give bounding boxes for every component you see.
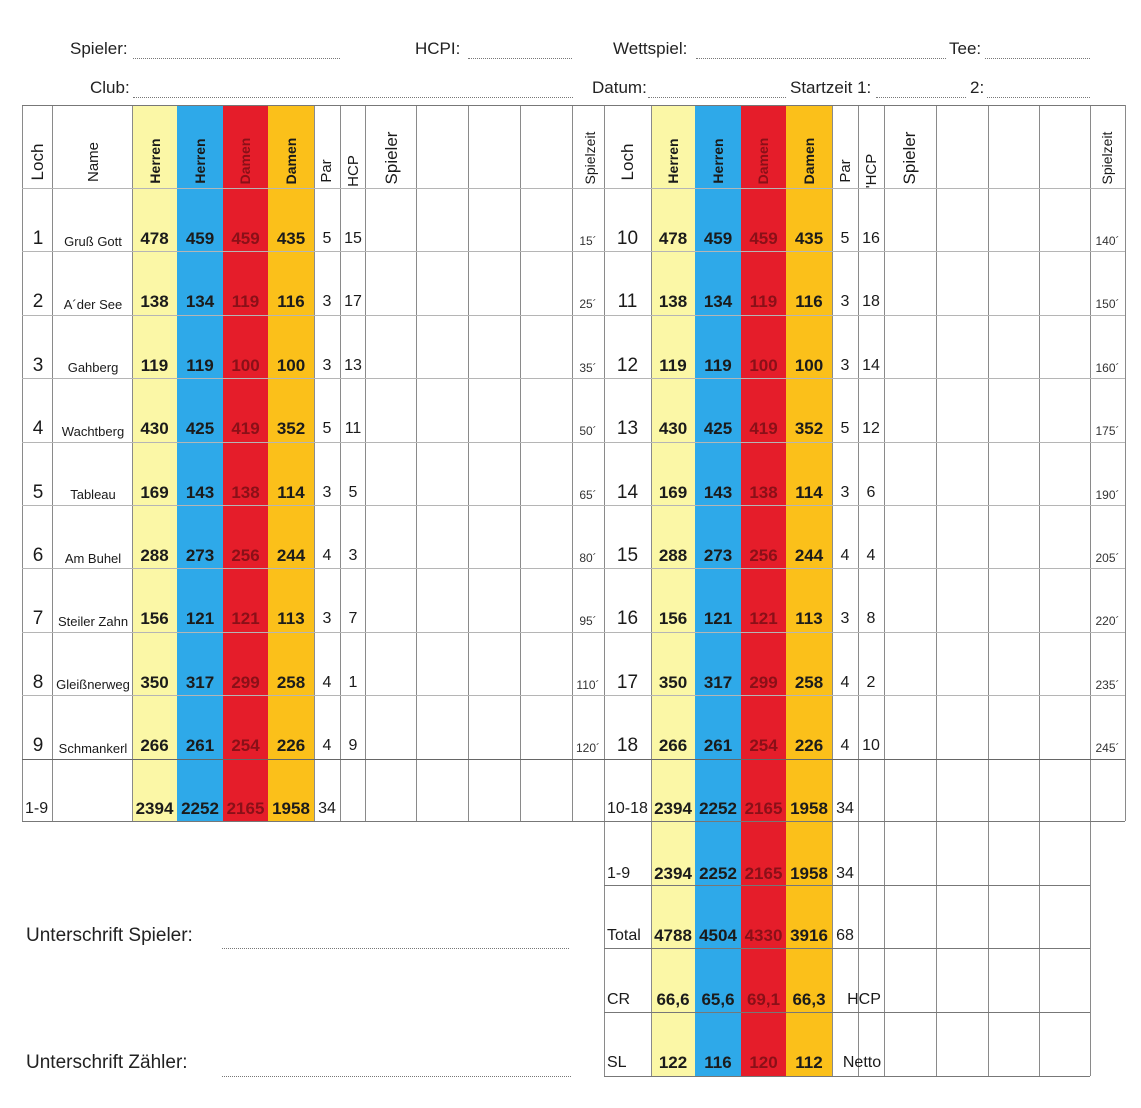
distance-herren-blue: 119 xyxy=(186,355,214,375)
spielzeit-value: 190´ xyxy=(1095,487,1120,502)
hcp-value: 16 xyxy=(862,230,880,247)
hole-number: 13 xyxy=(616,418,639,440)
header-name: Name xyxy=(84,142,102,183)
spielzeit-value: 110´ xyxy=(576,677,600,692)
grand-total-par: 68 xyxy=(836,927,854,944)
hole-number: 10 xyxy=(616,228,639,249)
startzeit1-label: Startzeit 1: xyxy=(790,78,872,97)
distance-herren-blue: 119 xyxy=(704,355,732,375)
hole-number: 1 xyxy=(32,228,44,249)
grid-line xyxy=(572,105,573,821)
distance-herren-blue: 273 xyxy=(703,546,733,565)
datum-label: Datum: xyxy=(592,78,647,97)
grand-total-herren-yellow: 4788 xyxy=(654,926,692,945)
course-rating-damen-orange: 66,3 xyxy=(792,990,826,1009)
grand-total-damen-orange: 3916 xyxy=(790,926,828,945)
header-herren-yellow-back: Herren xyxy=(665,138,681,184)
total-par: 34 xyxy=(318,800,336,817)
wettspiel-label: Wettspiel: xyxy=(613,39,688,58)
distance-damen-orange: 114 xyxy=(795,482,823,502)
distance-herren-yellow: 430 xyxy=(658,419,688,439)
front-damen-red-column xyxy=(223,105,268,821)
hcp-value: 4 xyxy=(866,547,876,564)
distance-herren-yellow: 169 xyxy=(658,482,688,502)
hcp-value: 7 xyxy=(348,610,358,628)
distance-herren-blue: 459 xyxy=(703,229,733,248)
distance-herren-blue: 143 xyxy=(185,482,215,502)
distance-herren-blue: 261 xyxy=(185,736,215,756)
header-loch-back: Loch xyxy=(618,143,637,181)
grid-line xyxy=(468,105,469,821)
spielzeit-value: 120´ xyxy=(575,741,601,756)
total-damen-orange: 1958 xyxy=(272,799,310,818)
hcp-value: 15 xyxy=(344,230,362,247)
spieler-field[interactable] xyxy=(133,58,340,59)
back-total-par: 34 xyxy=(836,800,854,817)
hole-name: Wachtberg xyxy=(61,423,125,439)
distance-damen-red: 299 xyxy=(749,672,778,692)
par-value: 4 xyxy=(840,673,850,691)
hcp-value: 17 xyxy=(344,293,362,311)
hcp-value: 10 xyxy=(862,737,880,755)
signature-zaehler-field[interactable] xyxy=(222,1076,571,1077)
spielzeit-value: 80´ xyxy=(579,551,597,565)
hole-number: 2 xyxy=(32,291,44,313)
distance-herren-blue: 261 xyxy=(703,736,733,756)
course-rating-herren-blue: 65,6 xyxy=(701,990,735,1009)
spielzeit-value: 25´ xyxy=(579,297,597,312)
spielzeit-value: 15´ xyxy=(579,234,597,248)
back-total: 10-18 xyxy=(607,800,648,817)
grid-line xyxy=(314,105,315,821)
distance-herren-blue: 273 xyxy=(185,546,215,565)
hole-number: 8 xyxy=(32,671,44,693)
grid-line xyxy=(416,105,417,821)
distance-herren-yellow: 119 xyxy=(140,355,169,375)
spielzeit-value: 220´ xyxy=(1095,614,1120,629)
distance-damen-orange: 244 xyxy=(794,546,824,565)
par-value: 3 xyxy=(840,610,850,628)
spielzeit-value: 160´ xyxy=(1095,360,1120,375)
hcpi-field[interactable] xyxy=(468,58,572,59)
total-herren-blue: 2252 xyxy=(181,799,219,818)
distance-damen-red: 254 xyxy=(749,736,778,756)
distance-herren-yellow: 266 xyxy=(658,736,688,756)
distance-damen-red: 254 xyxy=(231,736,260,756)
spielzeit-value: 205´ xyxy=(1095,551,1120,565)
header-spielzeit-back: Spielzeit xyxy=(1099,131,1115,185)
front-repeat-damen-orange: 1958 xyxy=(790,864,828,883)
hole-number: 14 xyxy=(616,481,639,503)
distance-damen-orange: 352 xyxy=(276,419,306,439)
header-loch: Loch xyxy=(28,143,47,181)
slope-herren-yellow: 122 xyxy=(658,1053,688,1072)
spielzeit-value: 95´ xyxy=(579,614,597,629)
hole-number: 9 xyxy=(32,735,44,757)
spielzeit-value: 65´ xyxy=(579,487,597,502)
hcp-value: 8 xyxy=(866,610,876,628)
par-value: 3 xyxy=(322,610,332,628)
hcp-value: 6 xyxy=(866,483,876,501)
par-value: 4 xyxy=(322,737,332,755)
spielzeit-value: 50´ xyxy=(579,424,597,439)
back-total-herren-blue: 2252 xyxy=(699,799,737,818)
distance-herren-yellow: 430 xyxy=(140,419,169,439)
header-spieler-back: Spieler xyxy=(900,131,919,185)
distance-damen-orange: 258 xyxy=(276,672,306,692)
distance-herren-blue: 317 xyxy=(703,672,733,692)
club-label: Club: xyxy=(90,78,130,97)
hole-number: 16 xyxy=(616,608,639,630)
distance-herren-yellow: 119 xyxy=(659,355,687,375)
hole-number: 4 xyxy=(32,418,44,440)
hcp-value: 14 xyxy=(862,356,880,374)
total-damen-red: 2165 xyxy=(226,799,265,818)
distance-herren-blue: 134 xyxy=(703,292,733,312)
hcp-value: 12 xyxy=(862,420,880,438)
distance-damen-red: 459 xyxy=(231,229,260,248)
distance-damen-orange: 352 xyxy=(794,419,824,439)
table-top-border xyxy=(22,105,1125,106)
startzeit2-label: 2: xyxy=(970,78,985,97)
hcp-value: 18 xyxy=(862,293,880,311)
hole-name: Am Buhel xyxy=(64,550,122,566)
hcp-value: 11 xyxy=(344,420,362,438)
distance-damen-red: 256 xyxy=(749,546,778,565)
hcp-value: 3 xyxy=(348,547,358,564)
distance-damen-red: 138 xyxy=(231,482,260,502)
header-hcp: HCP xyxy=(344,155,362,187)
back-total-damen-red: 2165 xyxy=(744,799,783,818)
spielzeit-value: 235´ xyxy=(1095,677,1120,692)
distance-damen-red: 256 xyxy=(231,546,260,565)
back-total-herren-yellow: 2394 xyxy=(654,799,692,818)
sl-netto-label: Netto xyxy=(842,1054,882,1071)
hole-name: Tableau xyxy=(70,487,116,503)
header-damen-orange-back: Damen xyxy=(801,137,817,185)
hcp-value: 13 xyxy=(344,356,362,374)
par-value: 4 xyxy=(840,547,850,564)
distance-damen-orange: 113 xyxy=(795,609,823,629)
hole-number: 5 xyxy=(32,481,44,503)
hole-number: 7 xyxy=(32,608,44,630)
wettspiel-field[interactable] xyxy=(696,58,946,59)
distance-herren-yellow: 350 xyxy=(658,672,688,692)
signature-spieler-label: Unterschrift Spieler: xyxy=(26,925,193,946)
header-herren-blue: Herren xyxy=(192,138,208,184)
hcp-value: 2 xyxy=(866,673,876,691)
hcp-value: 9 xyxy=(348,737,358,755)
hole-number: 11 xyxy=(617,291,638,313)
front-damen-orange-column xyxy=(268,105,314,821)
distance-herren-yellow: 138 xyxy=(140,292,169,312)
hole-name: Steiler Zahn xyxy=(57,613,129,629)
distance-herren-blue: 459 xyxy=(185,229,215,248)
distance-damen-orange: 116 xyxy=(795,292,823,312)
header-spieler: Spieler xyxy=(382,131,401,185)
distance-herren-yellow: 350 xyxy=(140,672,169,692)
grid-line xyxy=(52,105,53,821)
tee-label: Tee: xyxy=(949,39,982,58)
par-value: 3 xyxy=(840,356,850,374)
hcp-value: 5 xyxy=(348,483,358,501)
distance-herren-yellow: 288 xyxy=(140,546,169,565)
header-hcp-back: 'HCP xyxy=(862,153,880,189)
spieler-label: Spieler: xyxy=(70,39,128,58)
hole-number: 6 xyxy=(32,545,44,566)
distance-herren-blue: 121 xyxy=(185,609,215,629)
distance-herren-yellow: 478 xyxy=(140,229,169,248)
grid-line xyxy=(365,105,366,821)
hole-name: Gahberg xyxy=(67,360,119,376)
distance-damen-orange: 100 xyxy=(276,355,306,375)
par-value: 3 xyxy=(322,293,332,311)
slope-herren-blue: 116 xyxy=(704,1053,732,1072)
distance-herren-yellow: 138 xyxy=(658,292,688,312)
distance-herren-blue: 134 xyxy=(185,292,215,312)
distance-damen-orange: 116 xyxy=(277,292,305,312)
distance-damen-orange: 435 xyxy=(276,229,306,248)
header-par: Par xyxy=(317,159,335,183)
slope-damen-orange: 112 xyxy=(795,1053,823,1072)
grand-total: Total xyxy=(607,927,641,944)
grand-total-damen-red: 4330 xyxy=(744,926,783,945)
spielzeit-value: 140´ xyxy=(1095,234,1120,248)
front-herren-blue-column xyxy=(177,105,223,821)
front-repeat-herren-blue: 2252 xyxy=(699,864,737,883)
par-value: 3 xyxy=(322,483,332,501)
distance-damen-orange: 244 xyxy=(276,546,306,565)
front-total-label: 1-9 xyxy=(25,800,49,817)
header-spielzeit: Spielzeit xyxy=(582,131,598,185)
par-value: 3 xyxy=(840,293,850,311)
distance-herren-blue: 143 xyxy=(703,482,733,502)
par-value: 4 xyxy=(322,547,332,564)
par-value: 5 xyxy=(840,420,850,438)
distance-damen-red: 100 xyxy=(749,355,778,375)
spielzeit-value: 150´ xyxy=(1095,297,1120,312)
grid-line xyxy=(22,105,23,821)
distance-herren-blue: 425 xyxy=(185,419,215,439)
hole-number: 12 xyxy=(616,354,639,376)
front-repeat-par: 34 xyxy=(836,865,854,882)
par-value: 5 xyxy=(322,420,332,438)
front-repeat-damen-red: 2165 xyxy=(744,864,783,883)
header-damen-orange: Damen xyxy=(283,137,299,185)
hole-name: Gruß Gott xyxy=(64,233,122,249)
distance-damen-orange: 114 xyxy=(277,482,305,502)
distance-damen-red: 419 xyxy=(231,419,260,439)
course-rating-damen-red: 69,1 xyxy=(746,990,781,1009)
distance-damen-orange: 435 xyxy=(794,229,824,248)
par-value: 4 xyxy=(322,673,332,691)
distance-damen-orange: 113 xyxy=(277,609,305,629)
par-value: 5 xyxy=(840,230,850,247)
startzeit2-field[interactable] xyxy=(987,97,1090,98)
distance-damen-orange: 100 xyxy=(794,355,824,375)
back-total-damen-orange: 1958 xyxy=(790,799,828,818)
distance-damen-red: 121 xyxy=(749,609,778,629)
distance-damen-red: 121 xyxy=(231,609,260,629)
hole-name: Schmankerl xyxy=(58,740,128,756)
spielzeit-value: 245´ xyxy=(1095,741,1120,756)
distance-damen-red: 459 xyxy=(749,229,778,248)
distance-damen-orange: 226 xyxy=(794,736,824,756)
hole-name: A´der See xyxy=(63,296,123,312)
hole-name: Gleißnerweg xyxy=(56,677,130,693)
distance-herren-yellow: 156 xyxy=(140,609,169,629)
distance-damen-red: 419 xyxy=(749,419,778,439)
hole-number: 17 xyxy=(616,671,639,693)
distance-damen-orange: 258 xyxy=(794,672,824,692)
datum-field[interactable] xyxy=(648,97,786,98)
startzeit1-field[interactable] xyxy=(876,97,966,98)
distance-herren-yellow: 478 xyxy=(658,229,688,248)
total-herren-yellow: 2394 xyxy=(135,799,174,818)
par-value: 3 xyxy=(840,483,850,501)
header-herren-blue-back: Herren xyxy=(710,138,726,184)
distance-damen-red: 299 xyxy=(231,672,260,692)
course-rating-herren-yellow: 66,6 xyxy=(656,990,690,1009)
distance-herren-blue: 425 xyxy=(703,419,733,439)
tee-field[interactable] xyxy=(985,58,1090,59)
distance-damen-red: 119 xyxy=(749,292,778,312)
header-damen-red-back: Damen xyxy=(755,137,771,185)
hcp-value: 1 xyxy=(348,673,358,691)
hcpi-label: HCPI: xyxy=(415,39,461,58)
signature-spieler-field[interactable] xyxy=(222,948,569,949)
slope-damen-red: 120 xyxy=(749,1053,778,1072)
distance-damen-red: 100 xyxy=(231,355,260,375)
distance-herren-yellow: 288 xyxy=(658,546,688,565)
header-herren-yellow: Herren xyxy=(147,138,163,184)
cr-hcp-label: HCP xyxy=(847,991,881,1008)
grid-line xyxy=(520,105,521,821)
front-repeat: 1-9 xyxy=(607,865,631,882)
hole-number: 15 xyxy=(616,545,639,566)
distance-herren-blue: 317 xyxy=(185,672,215,692)
grid-line xyxy=(132,105,133,821)
distance-herren-yellow: 156 xyxy=(658,609,688,629)
club-field[interactable] xyxy=(133,97,573,98)
par-value: 3 xyxy=(322,356,332,374)
header-par-back: Par xyxy=(836,159,854,183)
signature-zaehler-label: Unterschrift Zähler: xyxy=(26,1052,188,1073)
par-value: 4 xyxy=(840,737,850,755)
hole-number: 3 xyxy=(32,354,44,376)
distance-herren-yellow: 169 xyxy=(140,482,169,502)
distance-damen-orange: 226 xyxy=(276,736,306,756)
course-rating: CR xyxy=(607,991,631,1008)
hole-number: 18 xyxy=(616,735,639,757)
spielzeit-value: 35´ xyxy=(579,360,597,375)
slope: SL xyxy=(607,1054,627,1071)
front-repeat-herren-yellow: 2394 xyxy=(654,864,692,883)
grand-total-herren-blue: 4504 xyxy=(699,926,737,945)
distance-damen-red: 119 xyxy=(231,292,260,312)
front-herren-yellow-column xyxy=(132,105,177,821)
distance-damen-red: 138 xyxy=(749,482,778,502)
spielzeit-value: 175´ xyxy=(1095,424,1120,439)
par-value: 5 xyxy=(322,230,332,247)
distance-herren-yellow: 266 xyxy=(140,736,169,756)
grid-line xyxy=(1125,105,1126,821)
grid-line xyxy=(340,105,341,821)
header-damen-red: Damen xyxy=(237,137,253,185)
distance-herren-blue: 121 xyxy=(703,609,733,629)
